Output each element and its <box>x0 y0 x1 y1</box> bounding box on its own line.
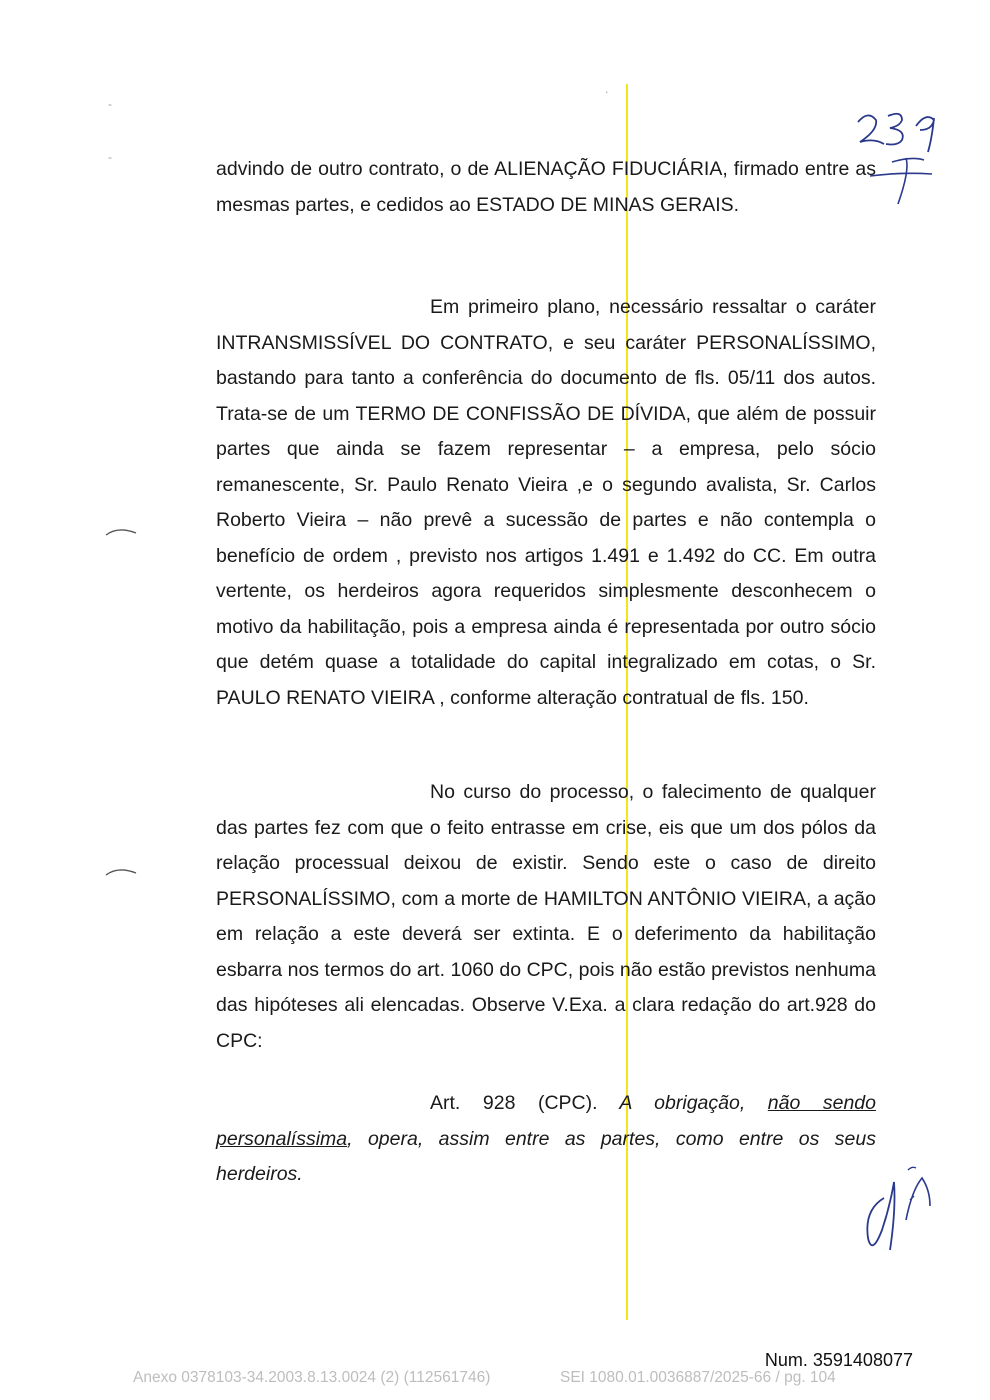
quote-underlined: não sendo personalíssima <box>216 1092 876 1150</box>
quote-text <box>216 1086 876 1193</box>
paragraph-first-plan <box>216 290 876 716</box>
paragraph-text: Em primeiro plano, necessário ressaltar o caráter INTRANSMISSÍVEL DO CONTRATO, e seu caráter PERSONALÍSSIMO, bastando para tanto a conferência do documento de fls. 05/11 dos autos. Trata-se de um TERMO DE CONFISSÃO DE DÍVIDA, que além de possuir partes que ainda se fazem representar – a empresa, pelo sócio remanescente, Sr. Paulo Renato Vieira ,e o segundo avalista, Sr. Carlos Roberto Vieira – não prevê a sucessão de partes e não contempla o benefício de ordem , previsto nos artigos 1.491 e 1.492 do CC. Em outra vertente, os herdeiros agora requeridos simplesmente desconhecem o motivo da habilitação, pois a empresa ainda é representada por outro sócio que detém quase a totalidade do capital integralizado em cotas, o Sr. PAULO RENATO VIEIRA , conforme alteração contratual de fls. 150. <box>216 296 876 709</box>
paragraph-process-course <box>216 775 876 1059</box>
legal-quote <box>216 1086 876 1193</box>
paragraph-text: No curso do processo, o falecimento de qualquer das partes fez com que o feito entrasse em crise, eis que um dos pólos da relação processual deixou de existir. Sendo este o caso de direito PERSONALÍSSIMO, com a morte de HAMILTON ANTÔNIO VIEIRA, a ação em relação a este deverá ser extinta. E o deferimento da habilitação esbarra nos termos do art. 1060 do CPC, pois não estão previstos nenhuma das hipóteses ali elencadas. Observe V.Exa. a clara redação do art.928 do CPC: <box>216 781 876 1052</box>
scan-dot: . <box>605 82 609 96</box>
scan-dot: - <box>108 97 112 111</box>
quote-part: A obrigação, <box>619 1092 746 1114</box>
quote-part: , opera, assim entre as partes, como entre os seus herdeiros. <box>216 1127 876 1185</box>
document-number: Num. 3591408077 <box>764 1350 913 1370</box>
annex-reference: Anexo 0378103-34.2003.8.13.0024 (2) (112561746) <box>133 1369 491 1386</box>
quote-article: Art. 928 (CPC). <box>430 1092 598 1114</box>
scan-dot: - <box>108 150 112 164</box>
punch-hole-mark <box>104 864 144 878</box>
punch-hole-mark <box>104 524 144 538</box>
paragraph-text: advindo de outro contrato, o de ALIENAÇÃO FIDUCIÁRIA, firmado entre as mesmas partes, e cedidos ao ESTADO DE MINAS GERAIS. <box>216 158 876 216</box>
paragraph-intro <box>216 152 876 223</box>
sei-reference: SEI 1080.01.0036887/2025-66 / pg. 104 <box>560 1369 836 1386</box>
